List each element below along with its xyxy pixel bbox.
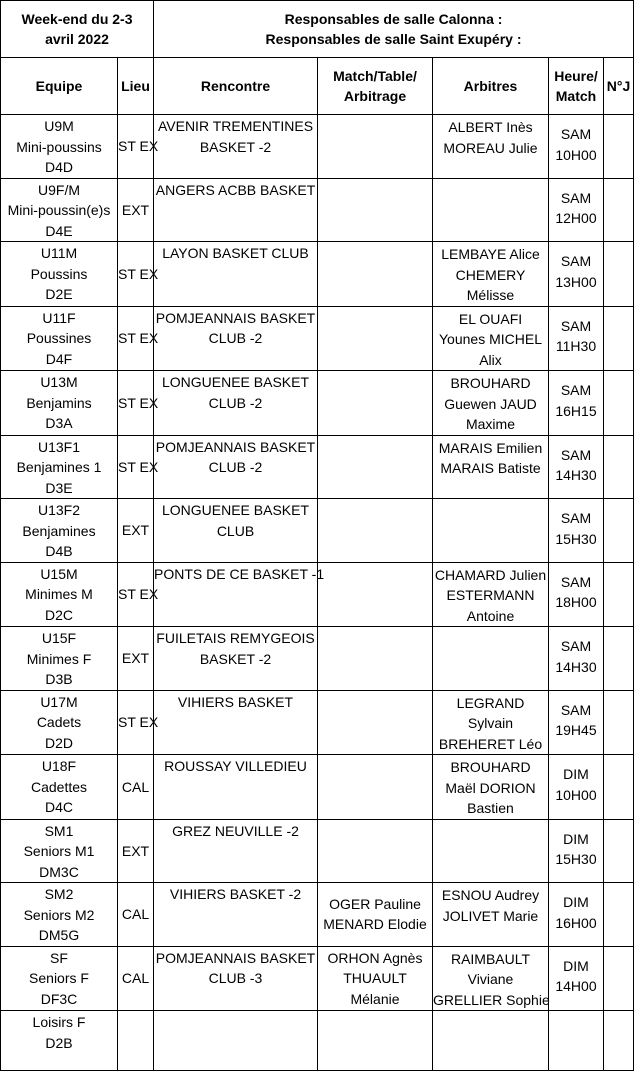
heure-line: 16H15 [555,402,597,419]
arbitres-cell [433,562,549,627]
resp-calonna: Responsables de salle Calonna : [284,11,503,27]
nj-cell [604,1011,634,1071]
heure-cell [549,178,604,242]
arbitres-cell [433,435,549,499]
arbitres-line: Antoine [466,607,515,624]
equipe-line: Seniors M2 [23,906,95,923]
arbitres-cell [433,755,549,820]
table-row [1,883,634,947]
equipe-line: Cadettes [30,778,88,795]
match-table-arbitrage-cell [318,562,433,627]
arbitres-cell [433,178,549,242]
equipe-cell [1,819,118,883]
equipe-cell [1,242,118,307]
nj-cell [604,690,634,755]
match-table-arbitrage-cell [318,435,433,499]
rencontre-cell [154,306,318,371]
equipe-line: Benjamines 1 [16,459,102,475]
heure-line: SAM [560,317,592,334]
match-table-arbitrage-cell [318,242,433,307]
equipe-line: SM1 [44,822,74,839]
equipe-line: D4E [45,222,73,239]
equipe-line: Minimes F [26,650,92,667]
rencontre-cell [154,946,318,1011]
table-row [1,178,634,242]
rencontre-cell [154,562,325,627]
rencontre-line: ROUSSAY VILLEDIEU [164,758,307,774]
heure-line: 10H00 [555,146,597,163]
heure-cell [549,883,604,947]
arbitres-line: LEMBAYE Alice [441,246,540,262]
nj-cell [604,435,634,499]
equipe-line: U13M [40,374,78,390]
nj-cell [604,371,634,436]
arbitres-line: Viviane [467,971,514,987]
heure-line: 14H30 [555,658,597,675]
match-table-arbitrage-cell [318,371,433,436]
match-table-arbitrage-cell [318,883,433,947]
lieu-value: CAL [121,906,150,922]
arbitres-line: RAIMBAULT [450,950,531,967]
lieu-cell [118,562,159,627]
match-table-arbitrage-cell [318,178,433,242]
nj-cell [604,115,634,179]
arbitres-line: Maxime [465,416,515,432]
match-table-arbitrage-cell [318,819,433,883]
heure-line: 16H00 [555,914,597,931]
heure-line: SAM [560,253,592,269]
heure-line: DIM [563,957,589,974]
rencontre-line: VIHIERS BASKET -2 [169,886,302,902]
heure-line: DIM [563,830,589,847]
arbitres-line: Maël DORION [445,779,536,796]
arbitres-cell [433,306,549,371]
lieu-cell [118,690,159,755]
equipe-cell [1,1011,118,1071]
weekend-title-line2: avril 2022 [45,31,109,47]
equipe-line: DM3C [39,863,79,880]
equipe-line: D3A [45,415,73,431]
lieu-value: EXT [121,522,150,538]
heure-line: 14H30 [555,467,597,483]
equipe-cell [1,883,118,947]
rencontre-line: FUILETAIS REMYGEOIS [156,630,315,646]
table-row [1,435,634,499]
lieu-cell [118,499,154,563]
equipe-line: U11F [42,309,76,326]
lieu-value: EXT [121,201,150,218]
heure-line: 12H00 [555,210,597,226]
nj-cell [604,627,634,691]
arbitres-line: GRELLIER Sophie [433,991,550,1008]
equipe-line: Benjamines [22,522,96,539]
arbitres-cell [433,242,549,307]
match-table-arbitrage-cell [318,946,433,1011]
equipe-line: DF3C [40,990,78,1007]
lieu-cell [118,115,159,179]
equipe-cell [1,627,118,691]
equipe-line: D3E [45,479,73,496]
equipe-line: U11M [40,245,78,261]
col-header-lieu: Lieu [118,58,154,115]
nj-cell [604,883,634,947]
rencontre-cell [154,499,318,563]
heure-cell [549,946,604,1011]
lieu-value: CAL [121,970,150,986]
heure-cell [549,819,604,883]
heure-line: SAM [560,126,592,142]
lieu-cell [118,819,154,883]
equipe-line: U15M [40,565,78,582]
table-row [1,755,634,820]
table-row [1,819,634,883]
rencontre-line: VIHIERS BASKET [177,693,294,710]
rencontre-cell [154,883,318,947]
lieu-value: ST EX [118,458,159,475]
match-table-arbitrage-line: MENARD Elodie [323,916,427,933]
equipe-line: U13F1 [37,438,81,455]
lieu-value: EXT [121,650,150,666]
heure-line: SAM [560,510,592,526]
heure-cell [549,435,604,499]
equipe-line: U17M [40,693,78,710]
col-header-mta-line2: Arbitrage [343,88,407,104]
heure-line: SAM [560,638,592,654]
equipe-line: D4C [44,799,73,815]
heure-line: 13H00 [555,273,597,290]
equipe-line: Mini-poussins [16,138,102,155]
rencontre-cell [154,690,318,755]
lieu-cell [118,306,159,371]
equipe-line: D2E [45,286,73,302]
lieu-value: CAL [121,778,150,795]
heure-cell [549,115,604,179]
match-table-arbitrage-cell [318,627,433,691]
equipe-line: Poussines [26,330,92,346]
lieu-value: ST EX [118,394,159,411]
lieu-value: ST EX [118,330,159,346]
heure-line: 14H00 [555,978,597,994]
match-table-arbitrage-cell [318,115,433,179]
arbitres-line: ESNOU Audrey [441,887,540,903]
arbitres-cell [433,690,549,755]
heure-cell [549,755,604,820]
heure-line: 15H30 [555,851,597,867]
nj-cell [604,242,634,307]
equipe-line: Seniors F [29,970,89,986]
match-table-arbitrage-cell [318,755,433,820]
rencontre-cell [154,178,318,242]
table-row [1,242,634,307]
heure-line: 18H00 [555,594,597,610]
rencontre-line: CLUB -2 [208,459,263,475]
nj-cell [604,819,634,883]
arbitres-cell [433,1011,549,1071]
table-row [1,306,634,371]
equipe-line: Seniors M1 [23,843,95,859]
match-table-arbitrage-cell [318,690,433,755]
nj-cell [604,178,634,242]
arbitres-line: MARAIS Batiste [440,460,541,476]
equipe-line: U18F [41,758,77,774]
equipe-cell [1,115,118,179]
arbitres-cell [433,627,549,691]
equipe-line: Cadets [36,714,82,730]
arbitres-line: BROUHARD [450,759,531,775]
equipe-cell [1,371,118,436]
rencontre-cell [154,242,318,307]
heure-cell [549,371,604,436]
arbitres-line: ESTERMANN [446,587,535,603]
col-header-nj: N°J [604,58,634,115]
lieu-cell [118,242,159,307]
heure-cell [549,690,604,755]
heure-line: 19H45 [555,722,597,738]
lieu-value: EXT [121,842,150,859]
equipe-line: D2D [44,734,73,751]
equipe-line: D3B [45,671,73,687]
nj-cell [604,562,634,627]
weekend-title-line1: Week-end du 2-3 [21,11,133,27]
match-table-arbitrage-line: Mélanie [350,990,400,1007]
arbitres-line: BROUHARD [450,375,531,391]
lieu-cell [118,178,154,242]
lieu-value: ST EX [118,586,159,602]
nj-cell [604,946,634,1011]
equipe-line: D2C [44,606,73,623]
equipe-cell [1,755,118,820]
equipe-line: Mini-poussin(e)s [7,202,111,218]
heure-line: SAM [560,189,592,206]
arbitres-cell [433,946,549,1011]
lieu-cell [118,755,154,820]
equipe-line: Minimes M [25,586,93,602]
rencontre-line: POMJEANNAIS BASKET [155,438,316,455]
rencontre-line: GREZ NEUVILLE -2 [172,822,299,839]
rencontre-cell [154,819,318,883]
rencontre-line: AVENIR TREMENTINES [157,118,314,134]
equipe-line: DM5G [38,927,80,943]
arbitres-line: Guewen JAUD [444,395,537,412]
equipe-line: U9F/M [38,181,80,198]
col-header-arbitres: Arbitres [433,58,549,115]
heure-line: 11H30 [555,338,597,354]
rencontre-line: CLUB [216,522,255,539]
rencontre-cell [154,371,318,436]
rencontre-line: POMJEANNAIS BASKET [155,309,316,326]
match-table-arbitrage-line: THUAULT [343,970,407,986]
table-row [1,115,634,179]
heure-line: SAM [560,701,592,718]
arbitres-line: JOLIVET Marie [442,907,539,924]
heure-cell [549,242,604,307]
lieu-value: ST EX [118,265,159,282]
arbitres-line: Bastien [467,800,514,816]
match-table-arbitrage-line: OGER Pauline [329,895,421,912]
arbitres-line: CHEMERY [455,266,526,283]
equipe-line: Poussins [30,265,88,282]
equipe-line: Benjamins [26,394,92,411]
equipe-line: D4F [45,350,73,367]
nj-cell [604,755,634,820]
equipe-cell [1,306,118,371]
lieu-cell [118,946,154,1011]
heure-line: 15H30 [555,530,597,547]
equipe-cell [1,562,118,627]
col-header-mta-line1: Match/Table/ [333,67,417,84]
rencontre-line: BASKET -2 [199,650,272,667]
arbitres-cell [433,883,549,947]
rencontre-cell [154,1011,318,1071]
arbitres-line: MARAIS Emilien [438,439,543,456]
schedule-rows [1,115,634,1071]
rencontre-cell [154,627,318,691]
equipe-cell [1,690,118,755]
responsables-header [154,1,634,58]
heure-cell [549,1011,604,1071]
col-header-heure-line2: Match [555,88,597,104]
match-table-arbitrage-cell [318,1011,433,1071]
equipe-line: SF [50,949,68,966]
rencontre-line: ANGERS ACBB BASKET [155,181,316,198]
equipe-line: Loisirs F [32,1014,86,1030]
rencontre-line: PONTS DE CE BASKET -1 [154,565,325,582]
table-row [1,946,634,1011]
table-row [1,371,634,436]
arbitres-cell [433,499,549,563]
lieu-cell [118,627,154,691]
weekend-title [1,1,154,58]
arbitres-cell [433,115,549,179]
heure-line: SAM [560,382,592,398]
equipe-cell [1,178,118,242]
heure-cell [549,306,604,371]
nj-cell [604,306,634,371]
match-table-arbitrage-cell [318,499,433,563]
rencontre-line: BASKET -2 [199,138,272,155]
table-row [1,499,634,563]
table-row [1,690,634,755]
rencontre-line: LAYON BASKET CLUB [162,245,309,261]
heure-line: SAM [560,573,592,590]
rencontre-cell [154,755,318,820]
rencontre-line: CLUB -3 [208,970,263,986]
resp-saint-exupery: Responsables de salle Saint Exupéry : [265,31,522,47]
table-row [1,562,634,627]
lieu-cell [118,371,159,436]
heure-line: DIM [563,894,589,910]
rencontre-line: LONGUENEE BASKET [161,374,310,390]
arbitres-line: Alix [479,351,502,368]
rencontre-line: CLUB -2 [208,330,263,346]
heure-cell [549,499,604,563]
equipe-line: U9M [44,118,74,134]
col-header-heure-line1: Heure/ [554,67,598,84]
arbitres-line: Mélisse [466,287,515,303]
lieu-value: ST EX [118,714,159,730]
arbitres-cell [433,819,549,883]
heure-cell [549,627,604,691]
nj-cell [604,499,634,563]
equipe-line: D4B [45,543,73,559]
rencontre-line: LONGUENEE BASKET [161,502,310,518]
col-header-rencontre: Rencontre [154,58,318,115]
heure-line: 10H00 [555,786,597,803]
rencontre-cell [154,115,318,179]
match-table-arbitrage-cell [318,306,433,371]
equipe-cell [1,435,118,499]
rencontre-line: POMJEANNAIS BASKET [155,949,316,966]
arbitres-cell [433,371,549,436]
lieu-value: ST EX [118,138,159,154]
col-header-heure [549,58,604,115]
table-row [1,1011,634,1071]
lieu-cell [118,1011,154,1071]
heure-cell [549,562,604,627]
lieu-cell [118,883,154,947]
heure-line: DIM [563,766,589,782]
arbitres-line: EL OUAFI [458,310,523,327]
arbitres-line: LEGRAND [456,694,525,711]
heure-line: SAM [560,446,592,463]
equipe-line: U13F2 [37,502,81,518]
equipe-line: D4D [44,159,73,175]
col-header-match-table-arbitrage [318,58,433,115]
equipe-line: SM2 [44,886,74,902]
rencontre-line: CLUB -2 [208,394,263,411]
equipe-line: D2B [45,1034,73,1051]
arbitres-line: BREHERET Léo [438,735,543,752]
rencontre-cell [154,435,318,499]
arbitres-line: ALBERT Inès [448,119,533,135]
arbitres-line: CHAMARD Julien [434,566,547,583]
equipe-line: U15F [41,630,77,646]
arbitres-line: MOREAU Julie [443,139,538,156]
arbitres-line: Younes MICHEL [439,331,542,347]
equipe-cell [1,946,118,1011]
match-table-arbitrage-line: ORHON Agnès [327,949,423,966]
lieu-cell [118,435,159,499]
equipe-cell [1,499,118,563]
col-header-equipe: Equipe [1,58,118,115]
arbitres-line: Sylvain [467,715,514,731]
table-row [1,627,634,691]
